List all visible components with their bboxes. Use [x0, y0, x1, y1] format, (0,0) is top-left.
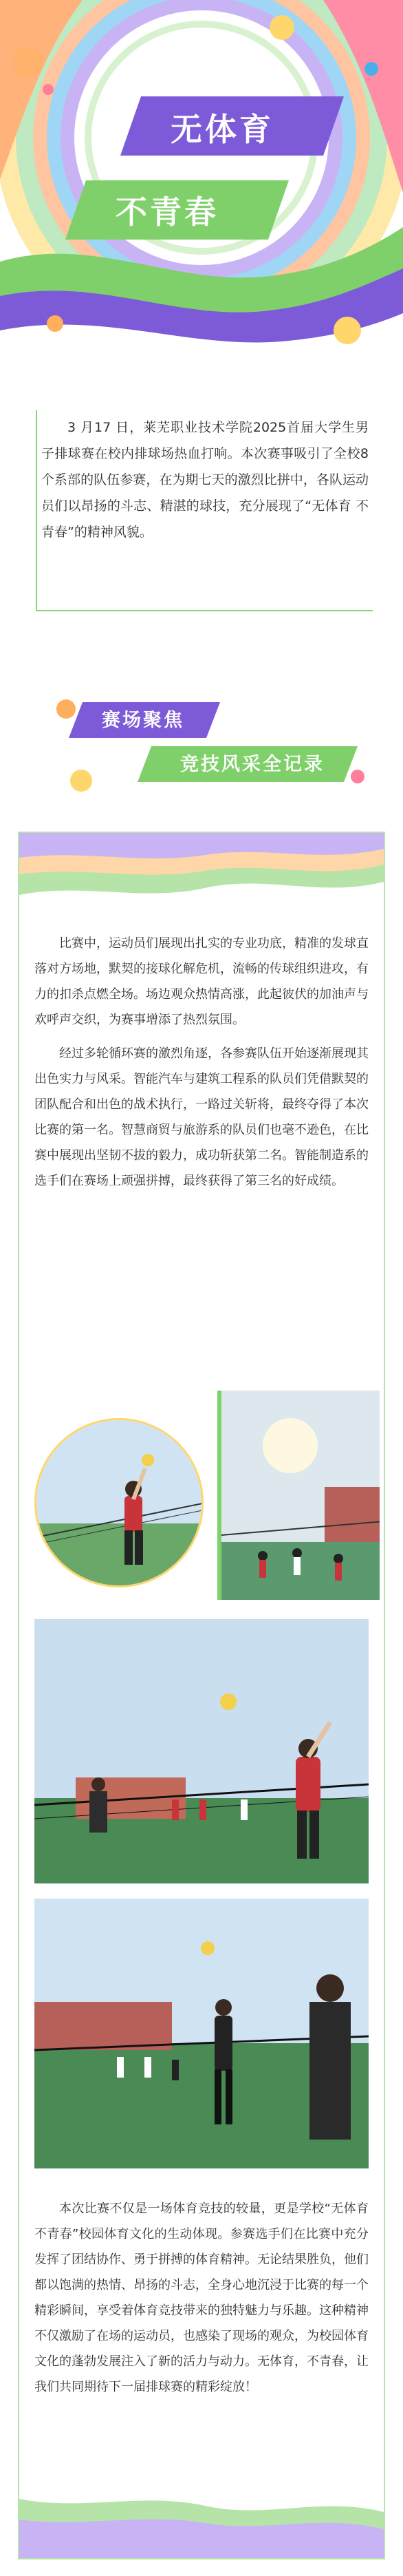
section-heading-secondary: 竞技风采全记录	[180, 754, 325, 775]
article-body-bottom	[34, 2196, 369, 2400]
article-paragraph-1: 比赛中，运动员们展现出扎实的专业功底，精准的发球直落对方场地，默契的接球化解危机，流畅的传球组织进攻，有力的扣杀点燃全场。场边观众热情高涨，此起彼伏的加油声与欢呼声交织，为赛事增添了热烈氛围。	[34, 936, 369, 1027]
hero-title-line2: 不青春	[116, 193, 219, 231]
photo-match-play	[34, 1899, 369, 2168]
article-paragraph-2: 经过多轮循环赛的激烈角逐，各参赛队伍开始逐渐展现其出色实力与风采。智能汽车与建筑工程系的队员们凭借默契的团队配合和出色的战术执行，一路过关斩将，最终夺得了本次比赛的第一名。智慧商贸与旅游系的队员们也毫不逊色，在比赛中展现出坚韧不拔的毅力，成功斩获第二名。智能制造系的选手们在赛场上顽强拼搏，最终获得了第三名的好成绩。	[34, 1046, 369, 1188]
intro-section	[41, 414, 369, 621]
photo-court-sunlight	[217, 1391, 380, 1600]
article-paragraph-3: 本次比赛不仅是一场体育竞技的较量，更是学校“无体育 不青春”校园体育文化的生动体现。参赛选手们在比赛中充分发挥了团结协作、勇于拼搏的体育精神。无论结果胜负，他们都以饱满的热情、昂扬的斗志，全身心地沉浸于比赛的每一个精彩瞬间，享受着体育竞技带来的独特魅力与乐趣。这种精神不仅激励了在场的运动员，也感染了现场的观众，为校园体育文化的蓬勃发展注入了新的活力与动力。无体育，不青春，让我们共同期待下一届排球赛的精彩绽放！	[34, 2202, 369, 2394]
hero-banner	[0, 0, 403, 386]
intro-paragraph: 3 月17 日，莱芜职业技术学院2025首届大学生男子排球赛在校内排球场热血打响。本次赛事吸引了全校8个系部的队伍参赛，在为期七天的激烈比拼中，各队运动员们以昂扬的斗志、精湛的球技，充分展现了“无体育 不青春”的精神风貌。	[41, 420, 369, 540]
section-header	[0, 688, 403, 799]
article-body-top	[34, 931, 369, 1194]
hero-title-line1: 无体育	[171, 111, 274, 148]
photo-spike-at-net	[34, 1619, 369, 1883]
section-heading-primary: 赛场聚焦	[102, 710, 184, 731]
photo-player-spiking-circle	[34, 1418, 204, 1587]
section-header-graphic	[0, 688, 403, 799]
